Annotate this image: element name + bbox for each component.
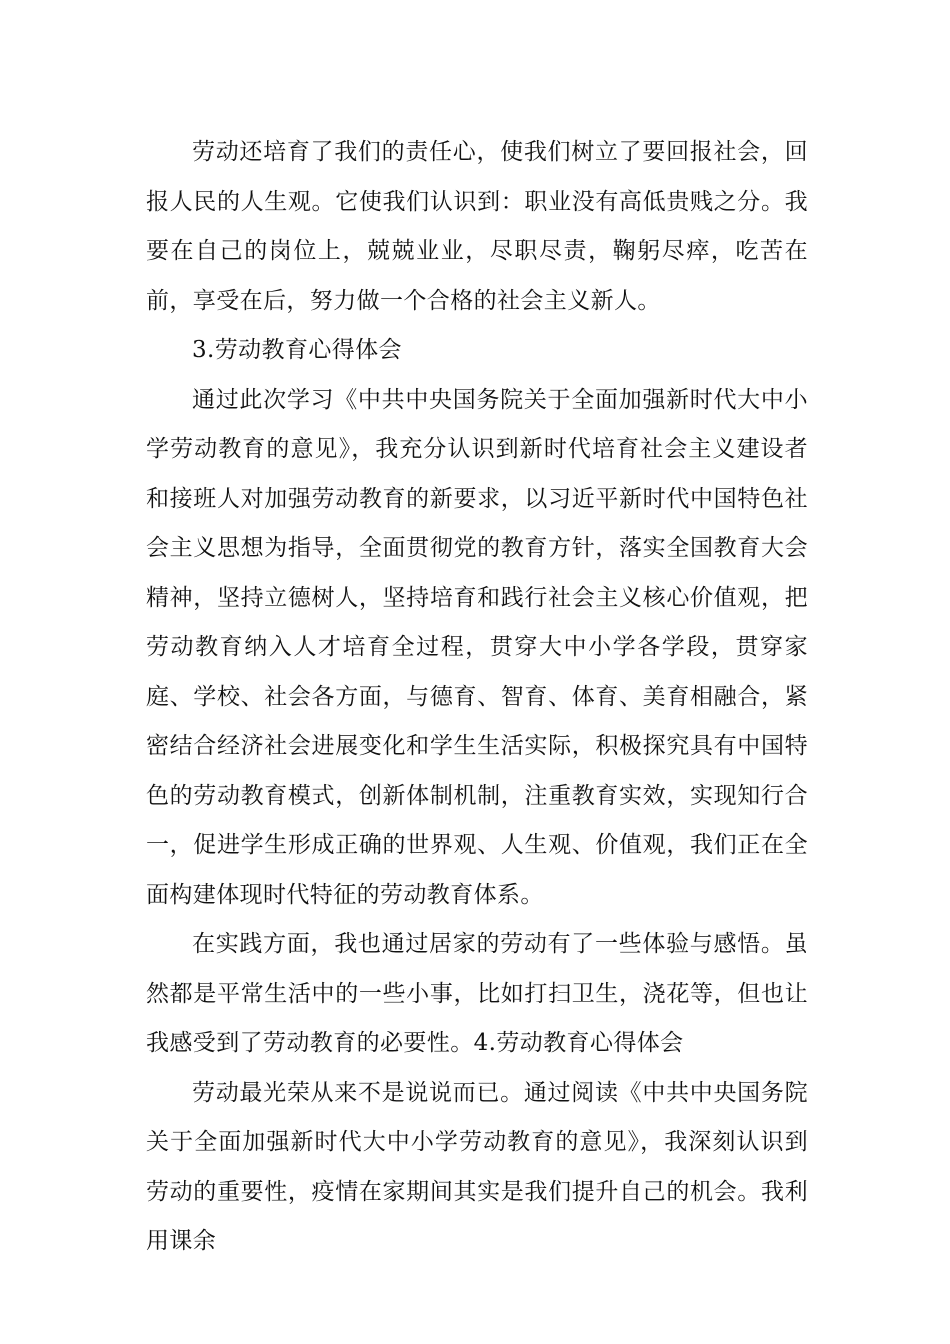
paragraph-labor-glory: 劳动最光荣从来不是说说而已。通过阅读《中共中央国务院关于全面加强新时代大中小学劳动教育的意见》，我深刻认识到劳动的重要性，疫情在家期间其实是我们提升自己的机会。我利用课余 [146,1079,808,1254]
paragraph-study-opinion: 通过此次学习《中共中央国务院关于全面加强新时代大中小学劳动教育的意见》，我充分认识到新时代培育社会主义建设者和接班人对加强劳动教育的新要求，以习近平新时代中国特色社会主义思想为指导，全面贯彻党的教育方针，落实全国教育大会精神，坚持立德树人，坚持培育和践行社会主义核心价值观，把劳动教育纳入人才培育全过程，贯穿大中小学各学段，贯穿家庭、学校、社会各方面，与德育、智育、体育、美育相融合，紧密结合经济社会进展变化和学生生活实际，积极探究具有中国特色的劳动教育模式，创新体制机制，注重教育实效，实现知行合一，促进学生形成正确的世界观、人生观、价值观，我们正在全面构建体现时代特征的劳动教育体系。 [146,386,808,908]
paragraph-practice: 在实践方面，我也通过居家的劳动有了一些体验与感悟。虽然都是平常生活中的一些小事，比如打扫卫生，浇花等，但也让我感受到了劳动教育的必要性。4.劳动教育心得体会 [146,931,808,1056]
document-body [146,128,808,1267]
paragraph-responsibility: 劳动还培育了我们的责任心，使我们树立了要回报社会，回报人民的人生观。它使我们认识到：职业没有高低贵贱之分。我要在自己的岗位上，兢兢业业，尽职尽责，鞠躬尽瘁，吃苦在前，享受在后，努力做一个合格的社会主义新人。 [146,139,808,314]
section-heading-3: 3.劳动教育心得体会 [192,337,402,363]
